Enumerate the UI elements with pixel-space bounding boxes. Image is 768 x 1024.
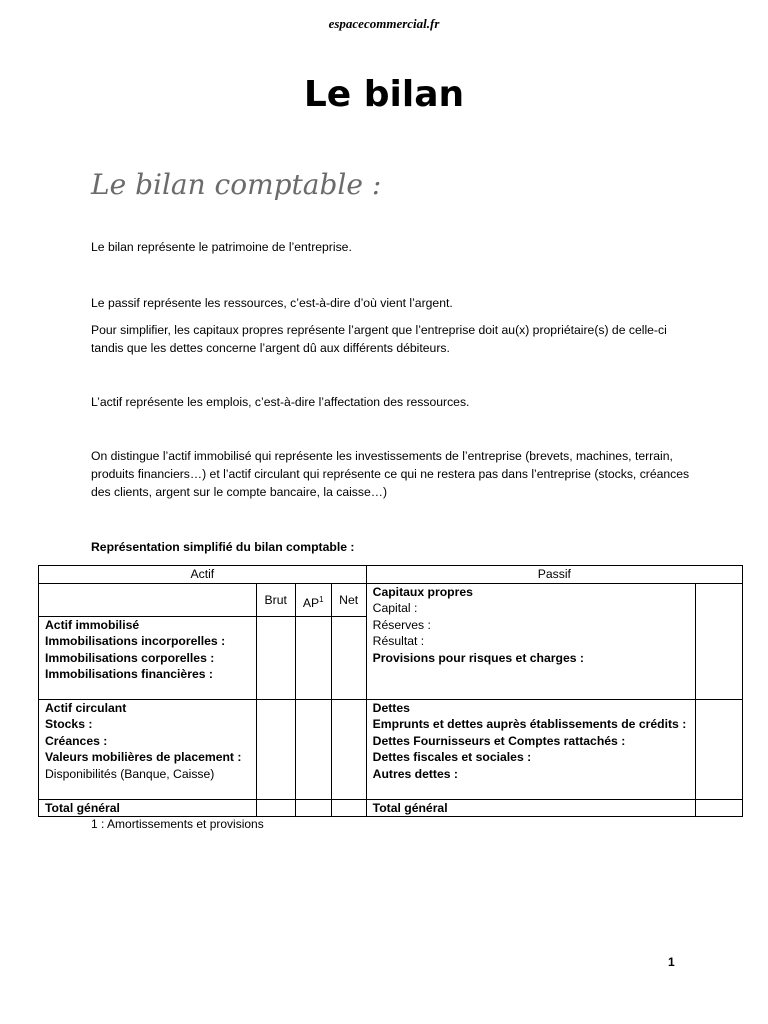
balance-sheet-table [38, 565, 743, 817]
net-cell [331, 799, 366, 817]
net-cell [331, 699, 366, 799]
net-cell [331, 616, 366, 699]
table-header-row [39, 566, 743, 584]
immobilisations-incorporelles-label: Immobilisations incorporelles : [45, 634, 226, 648]
empty-cell [39, 583, 257, 616]
dettes-fournisseurs-label: Dettes Fournisseurs et Comptes rattachés : [372, 733, 626, 748]
ap-footnote-ref: 1 [319, 594, 324, 604]
capitaux-propres-value [696, 583, 743, 699]
emprunts-label: Emprunts et dettes auprès établissements de crédits : [372, 717, 687, 731]
provisions-label: Provisions pour risques et charges : [372, 650, 584, 665]
brut-cell [256, 799, 295, 817]
dettes-cell [366, 699, 695, 799]
paragraph-patrimoine: Le bilan représente le patrimoine de l’entreprise. [91, 240, 352, 254]
brut-cell [256, 616, 295, 699]
page-number: 1 [668, 955, 675, 969]
vmp-label: Valeurs mobilières de placement : [45, 750, 242, 764]
capitaux-propres-title: Capitaux propres [372, 584, 473, 599]
total-row [39, 799, 743, 817]
immobilisations-financieres-label: Immobilisations financières : [45, 667, 213, 681]
actif-circulant-row [39, 699, 743, 799]
total-passif-value [696, 799, 743, 817]
immobilisations-corporelles-label: Immobilisations corporelles : [45, 650, 215, 665]
reserves-label: Réserves : [372, 617, 431, 632]
column-header-row [39, 583, 743, 616]
actif-circulant-title: Actif circulant [45, 700, 127, 715]
total-passif-label: Total général [366, 799, 695, 817]
brut-header: Brut [256, 583, 295, 616]
resultat-label: Résultat : [372, 634, 425, 648]
ap-cell [295, 699, 331, 799]
paragraph-simplifier: Pour simplifier, les capitaux propres représente l’argent que l’entreprise doit au(x) propriétaire(s) de celle-ci tandis que les dettes concerne l’argent dû aux différents débiteurs. [91, 323, 667, 355]
net-header: Net [331, 583, 366, 616]
footnote: 1 : Amortissements et provisions [91, 817, 264, 831]
paragraph-distingue: On distingue l’actif immobilisé qui représente les investissements de l’entreprise (brevets, machines, terrain, produits financiers…) et l’actif circulant qui représente ce qui ne restera pas dans l’entreprise (stocks, créances des clients, argent sur le compte bancaire, la caisse…) [91, 449, 690, 499]
page-title: Le bilan [303, 74, 465, 115]
ap-cell [295, 616, 331, 699]
actif-circulant-cell [39, 699, 257, 799]
ap-cell [295, 799, 331, 817]
dettes-title: Dettes [372, 700, 410, 715]
brut-cell [256, 699, 295, 799]
autres-dettes-label: Autres dettes : [372, 766, 458, 781]
passif-header: Passif [366, 566, 742, 584]
paragraph-passif: Le passif représente les ressources, c’est-à-dire d’où vient l’argent. [91, 296, 453, 310]
actif-immobilise-cell [39, 616, 257, 699]
ap-header [295, 583, 331, 616]
ap-label: AP [302, 595, 320, 610]
table-caption: Représentation simplifié du bilan comptable : [91, 540, 355, 554]
site-name: espacecommercial.fr [328, 16, 440, 31]
creances-label: Créances : [45, 733, 108, 748]
stocks-label: Stocks : [45, 717, 93, 731]
actif-header: Actif [39, 566, 367, 584]
capitaux-propres-cell [366, 583, 695, 699]
disponibilites-label: Disponibilités (Banque, Caisse) [45, 766, 215, 781]
capital-label: Capital : [372, 601, 418, 615]
dettes-fiscales-label: Dettes fiscales et sociales : [372, 750, 532, 764]
dettes-value [696, 699, 743, 799]
total-actif-label: Total général [39, 799, 257, 817]
actif-immobilise-title: Actif immobilisé [45, 617, 140, 632]
section-title: Le bilan comptable : [91, 168, 382, 201]
paragraph-actif: L’actif représente les emplois, c’est-à-dire l’affectation des ressources. [91, 395, 470, 409]
